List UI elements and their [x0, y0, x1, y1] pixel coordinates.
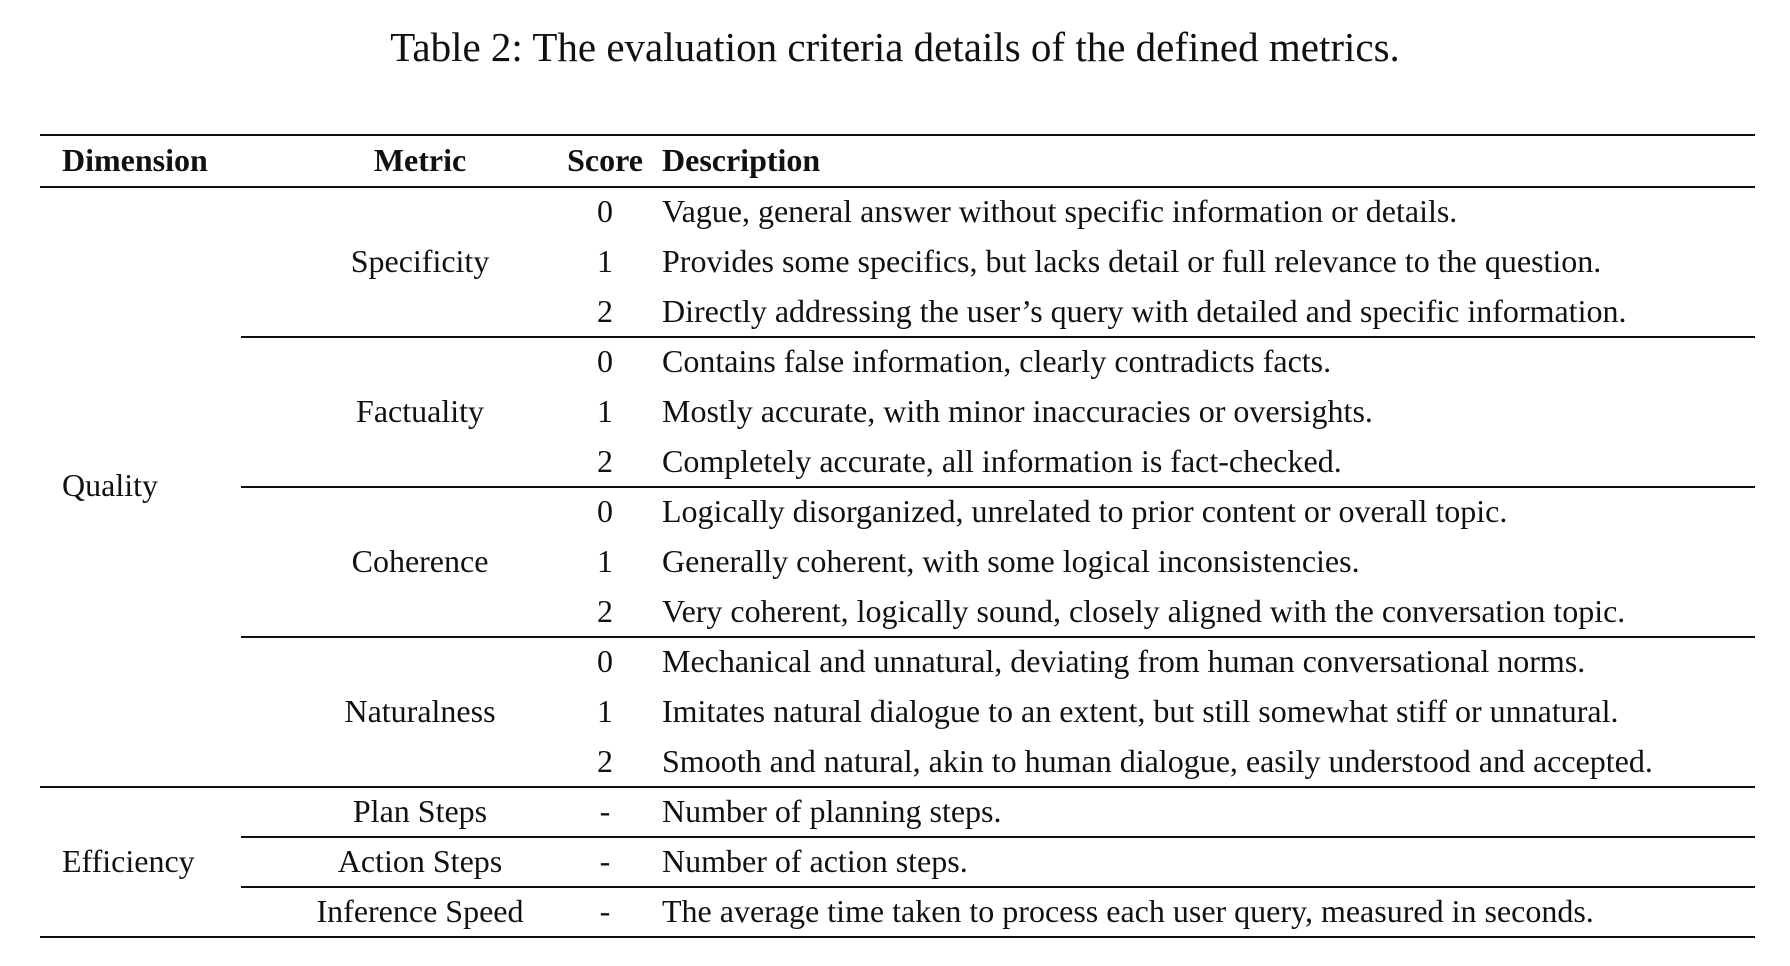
score-cell: 1 [597, 393, 613, 429]
description-cell: Number of planning steps. [662, 793, 1002, 829]
table-caption: Table 2: The evaluation criteria details of the defined metrics. [390, 24, 1400, 70]
metric-rule-factuality [241, 486, 1755, 488]
bottom-rule [40, 936, 1755, 938]
description-cell: Number of action steps. [662, 843, 968, 879]
score-cell: 0 [597, 193, 613, 229]
description-cell: Smooth and natural, akin to human dialogue, easily understood and accepted. [662, 743, 1653, 779]
score-cell: 1 [597, 543, 613, 579]
score-cell: - [599, 793, 611, 829]
description-cell: Vague, general answer without specific information or details. [662, 193, 1458, 229]
header-description: Description [662, 142, 821, 178]
score-cell: 1 [597, 693, 613, 729]
metric-coherence: Coherence [351, 543, 489, 579]
header-score: Score [567, 142, 643, 178]
score-cell: 0 [597, 643, 613, 679]
metric-specificity: Specificity [350, 243, 490, 279]
top-rule [40, 134, 1755, 136]
score-cell: 2 [597, 443, 613, 479]
metric-factuality: Factuality [356, 393, 484, 429]
description-cell: Generally coherent, with some logical inconsistencies. [662, 543, 1360, 579]
score-cell: 2 [597, 743, 613, 779]
metric-plan-steps: Plan Steps [352, 793, 488, 829]
header-rule [40, 186, 1755, 188]
metric-naturalness: Naturalness [344, 693, 496, 729]
metric-action-steps: Action Steps [337, 843, 503, 879]
dimension-quality: Quality [62, 467, 158, 503]
description-cell: Directly addressing the user’s query with detailed and specific information. [662, 293, 1627, 329]
metric-rule-action-steps [241, 886, 1755, 888]
description-cell: Imitates natural dialogue to an extent, but still somewhat stiff or unnatural. [662, 693, 1619, 729]
dimension-rule-quality [40, 786, 1755, 788]
metric-rule-plan-steps [241, 836, 1755, 838]
description-cell: Mostly accurate, with minor inaccuracies or oversights. [662, 393, 1373, 429]
metric-inference-speed: Inference Speed [316, 893, 524, 929]
description-cell: Very coherent, logically sound, closely aligned with the conversation topic. [662, 593, 1626, 629]
description-cell: Completely accurate, all information is fact-checked. [662, 443, 1342, 479]
header-dimension: Dimension [62, 142, 208, 178]
score-cell: 0 [597, 343, 613, 379]
description-cell: Mechanical and unnatural, deviating from human conversational norms. [662, 643, 1586, 679]
description-cell: The average time taken to process each user query, measured in seconds. [662, 893, 1594, 929]
score-cell: - [599, 843, 611, 879]
description-cell: Contains false information, clearly contradicts facts. [662, 343, 1332, 379]
dimension-efficiency: Efficiency [62, 843, 195, 879]
score-cell: - [599, 893, 611, 929]
score-cell: 0 [597, 493, 613, 529]
description-cell: Provides some specifics, but lacks detail or full relevance to the question. [662, 243, 1602, 279]
score-cell: 2 [597, 593, 613, 629]
description-cell: Logically disorganized, unrelated to prior content or overall topic. [662, 493, 1508, 529]
score-cell: 2 [597, 293, 613, 329]
header-metric: Metric [373, 142, 467, 178]
metric-rule-specificity [241, 336, 1755, 338]
score-cell: 1 [597, 243, 613, 279]
metric-rule-coherence [241, 636, 1755, 638]
